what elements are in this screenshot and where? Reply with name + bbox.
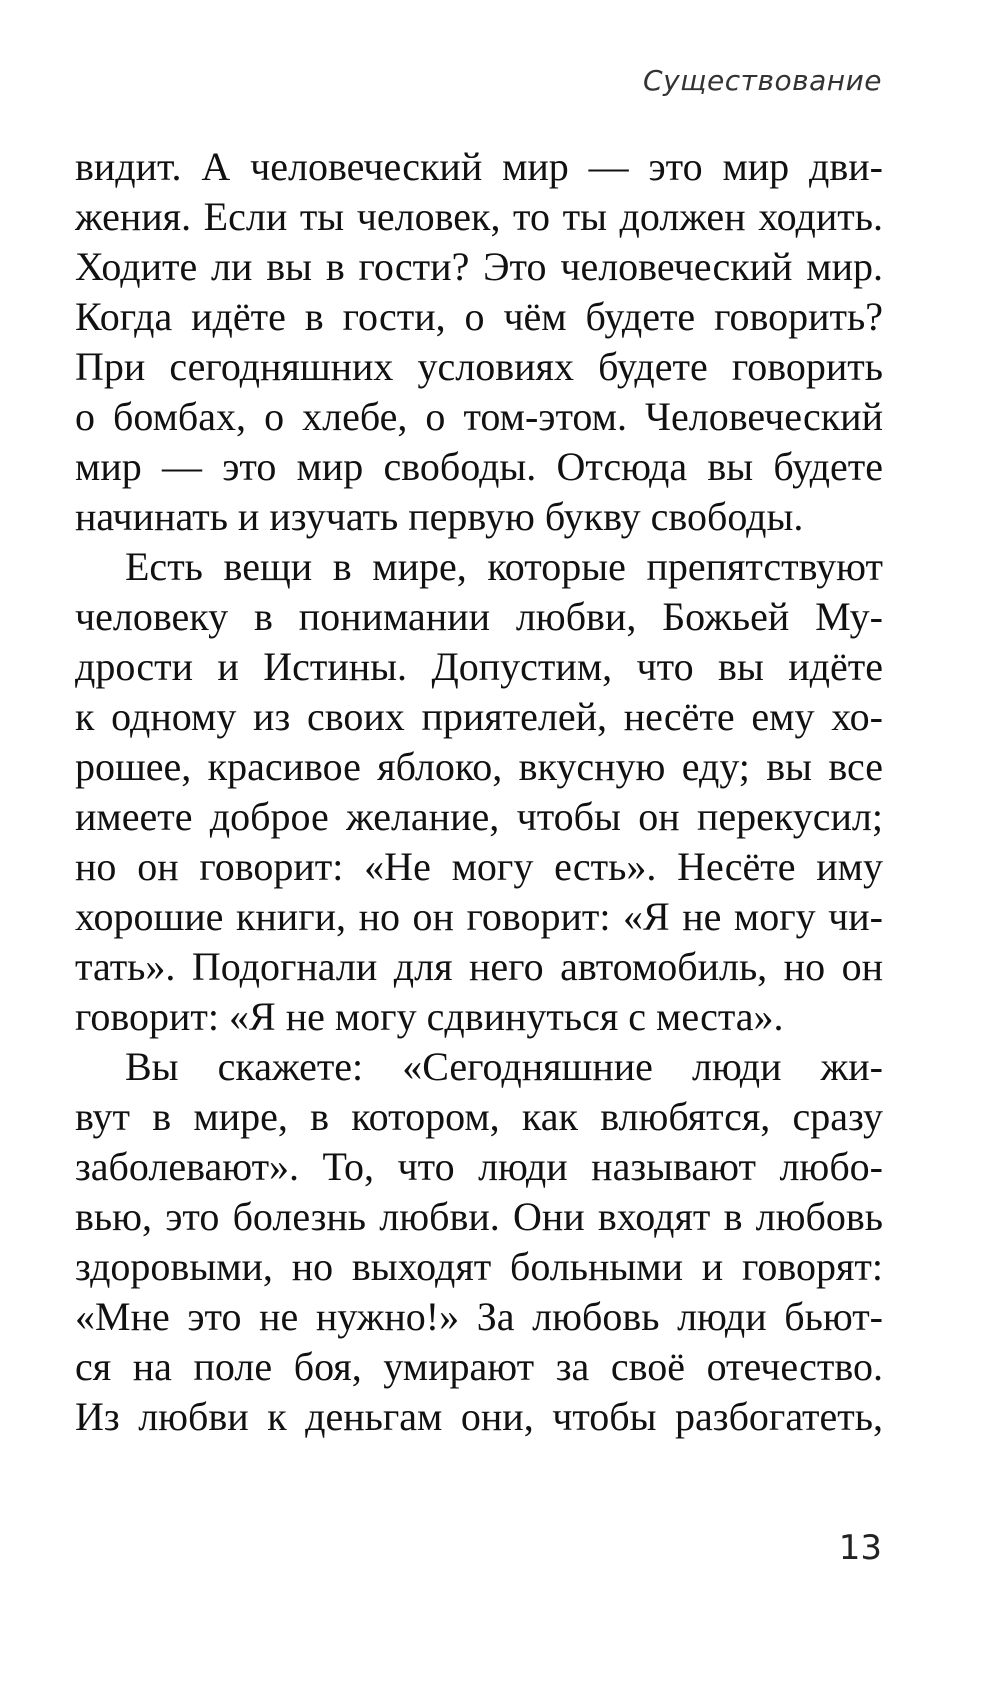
text-line: имеете доброе желание, чтобы он перекусил; — [75, 794, 883, 839]
text-line: вут в мире, в котором, как влюбятся, сразу — [75, 1094, 883, 1139]
text-line: Ходите ли вы в гости? Это человеческий мир. — [75, 244, 883, 289]
text-line: говорит: «Я не могу сдвинуться с места». — [75, 994, 784, 1039]
running-header: Существование — [643, 64, 882, 97]
text-line: к одному из своих приятелей, несёте ему хо- — [75, 694, 883, 739]
text-line: дрости и Истины. Допустим, что вы идёте — [75, 644, 883, 689]
text-line: вью, это болезнь любви. Они входят в любовь — [75, 1194, 883, 1239]
text-line: мир — это мир свободы. Отсюда вы будете — [75, 444, 883, 489]
page-number: 13 — [838, 1528, 882, 1568]
text-line: При сегодняшних условиях будете говорить — [75, 344, 883, 389]
text-line: начинать и изучать первую букву свободы. — [75, 494, 804, 539]
text-line: Когда идёте в гости, о чём будете говорить? — [75, 294, 883, 339]
paragraph-first-line: Вы скажете: «Сегодняшние люди жи- — [125, 1044, 883, 1089]
text-line: тать». Подогнали для него автомобиль, но он — [75, 944, 883, 989]
paragraph-first-line: Есть вещи в мире, которые препятствуют — [125, 544, 883, 589]
text-line: «Мне это не нужно!» За любовь люди бьют- — [75, 1294, 883, 1339]
text-line: видит. А человеческий мир — это мир дви- — [75, 144, 883, 189]
text-line: ся на поле боя, умирают за своё отечество. — [75, 1344, 883, 1389]
text-line: жения. Если ты человек, то ты должен ходить. — [75, 194, 883, 239]
text-line: о бомбах, о хлебе, о том-этом. Человеческий — [75, 394, 883, 439]
text-line: но он говорит: «Не могу есть». Несёте иму — [75, 844, 883, 889]
text-line: заболевают». То, что люди называют любо- — [75, 1144, 883, 1189]
text-line: человеку в понимании любви, Божьей Му- — [75, 594, 883, 639]
text-line: хорошие книги, но он говорит: «Я не могу чи- — [75, 894, 883, 939]
text-line: рошее, красивое яблоко, вкусную еду; вы все — [75, 744, 883, 789]
text-line: здоровыми, но выходят больными и говорят: — [75, 1244, 883, 1289]
body-text — [75, 142, 883, 1442]
text-line: Из любви к деньгам они, чтобы разбогатеть, — [75, 1394, 883, 1439]
